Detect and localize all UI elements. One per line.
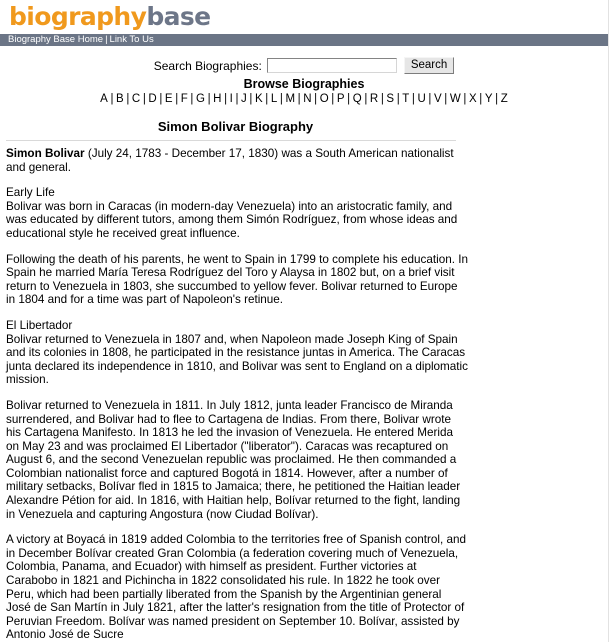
alphabet-separator: | — [314, 93, 318, 105]
search-row — [0, 57, 608, 74]
search-input[interactable] — [267, 58, 397, 73]
subject-name: Simon Bolivar — [6, 147, 85, 160]
alphabet-separator: | — [297, 93, 301, 105]
article-paragraph: Following the death of his parents, he went to Spain in 1799 to complete his education. In Spain he married María Teresa Rodríguez del Toro y Alaysa in 1802 but, on a brief visit return to Venezuela in 1803, she succumbed to yellow fever. Bolivar returned to Europe in 1804 and for a time was part of Napoleon's retinue. — [6, 252, 468, 307]
article-paragraph: A victory at Boyacá in 1819 added Colombia to the territories free of Spanish control, and in December Bolívar created Gran Colombia (a federation covering much of Venezuela, Colombia, Panama, and Ecuador) with himself as president. Further victories at Carabobo in 1821 and Pichincha in 1822 consolidated his rule. In 1822 he took over Peru, which had been partially liberated from the Spanish by the Argentinian general José de San Martín in July 1821, after the latter's resignation from the title of Protector of Peruvian Freedom. Bolívar was named president on September 10. Bolívar, assisted by Antonio José de Sucre — [6, 533, 466, 642]
alphabet-link-r[interactable]: R — [369, 93, 379, 105]
alphabet-separator: | — [396, 93, 400, 105]
alphabet-separator: | — [495, 93, 499, 105]
nav-links — [8, 34, 154, 46]
alphabet-link-u[interactable]: U — [417, 93, 426, 105]
nav-separator: | — [105, 34, 108, 45]
alphabet-separator: | — [364, 93, 368, 105]
section-body: Bolivar was born in Caracas (in modern-day Venezuela) into an aristocratic family, and was educated by different tutors, among them Simón Rodríguez, from whose ideas and educational style he received great influence. — [6, 199, 458, 240]
logo-text-secondary: base — [146, 2, 211, 31]
alphabet-separator: | — [207, 93, 211, 105]
alphabet-link-w[interactable]: W — [449, 93, 461, 105]
alphabet-link-f[interactable]: F — [180, 93, 188, 105]
alphabet-link-b[interactable]: B — [116, 93, 124, 105]
masthead — [0, 0, 608, 33]
search-button[interactable]: Search — [404, 57, 454, 74]
alphabet-separator: | — [479, 93, 483, 105]
alphabet-link-v[interactable]: V — [434, 93, 442, 105]
alphabet-link-d[interactable]: D — [148, 93, 157, 105]
alphabet-link-h[interactable]: H — [213, 93, 222, 105]
alphabet-separator: | — [190, 93, 194, 105]
alphabet-link-p[interactable]: P — [336, 93, 345, 105]
alphabet-separator: | — [175, 93, 179, 105]
alphabet-link-t[interactable]: T — [402, 93, 410, 105]
alphabet-separator: | — [411, 93, 415, 105]
alphabet-link-k[interactable]: K — [255, 93, 263, 105]
article — [0, 119, 608, 642]
alphabet-link-o[interactable]: O — [319, 93, 329, 105]
alphabet-link-e[interactable]: E — [164, 93, 173, 105]
alphabet-separator: | — [235, 93, 239, 105]
article-paragraph: Bolivar returned to Venezuela in 1811. In July 1812, junta leader Francisco de Miranda surrendered, and Bolivar had to flee to Cartagena de Indias. From there, Bolivar wrote his Cartagena Manifesto. In 1813 he led the invasion of Venezuela. He entered Merida on May 23 and was proclaimed El Libertador ("liberator"). Caracas was recaptured on August 6, and the second Venezuelan republic was proclaimed. He then commanded a Colombian nationalist force and captured Bogotá in 1814. However, after a number of military setbacks, Bolívar fled in 1815 to Jamaica; there, he petitioned the Haitian leader Alexandre Pétion for aid. In 1816, with Haitian help, Bolívar returned to the fight, landing in Venezuela and capturing Angostura (now Ciudad Bolívar). — [6, 398, 461, 521]
alphabet-separator: | — [347, 93, 351, 105]
alphabet-separator: | — [159, 93, 163, 105]
nav-link-home[interactable]: Biography Base Home — [8, 34, 104, 45]
alphabet-separator: | — [279, 93, 283, 105]
section-early-life — [6, 174, 600, 240]
section-el-libertador — [6, 307, 600, 387]
alphabet-separator: | — [331, 93, 335, 105]
page-title: Simon Bolivar Biography — [157, 119, 314, 134]
section-body: Bolivar returned to Venezuela in 1807 and, when Napoleon made Joseph King of Spain and its colonies in 1808, he participated in the resistance juntas in America. The Caracas junta declared its independence in 1810, and Bolivar was sent to England on a diplomatic mission. — [6, 332, 468, 387]
nav-link-link-to-us[interactable]: Link To Us — [109, 34, 154, 45]
alphabet-link-i[interactable]: I — [229, 93, 233, 105]
alphabet-link-j[interactable]: J — [241, 93, 247, 105]
subject-lifespan-text: (July 24, 1783 - December 17, 1830) was a South American nationalist and general. — [6, 147, 454, 174]
site-logo[interactable] — [9, 3, 608, 31]
top-navigation-bar — [0, 33, 608, 47]
alphabet-separator: | — [126, 93, 130, 105]
alphabet-link-n[interactable]: N — [303, 93, 312, 105]
alphabet-link-q[interactable]: Q — [352, 93, 362, 105]
alphabet-separator: | — [265, 93, 269, 105]
alphabet-separator: | — [444, 93, 448, 105]
alphabet-separator: | — [110, 93, 114, 105]
alphabet-link-l[interactable]: L — [270, 93, 278, 105]
search-label: Search Biographies: — [153, 58, 262, 73]
alphabet-link-y[interactable]: Y — [484, 93, 493, 105]
alphabet-separator: | — [463, 93, 467, 105]
alphabet-link-m[interactable]: M — [285, 93, 296, 105]
section-heading: Early Life — [6, 186, 55, 200]
alphabet-separator: | — [224, 93, 228, 105]
alphabet-separator: | — [428, 93, 432, 105]
alphabet-index — [0, 93, 608, 105]
alphabet-separator: | — [380, 93, 384, 105]
article-lead-paragraph — [6, 141, 468, 174]
alphabet-link-x[interactable]: X — [468, 93, 477, 105]
section-heading: El Libertador — [6, 318, 73, 332]
browse-biographies-heading: Browse Biographies — [243, 77, 365, 91]
alphabet-separator: | — [249, 93, 253, 105]
alphabet-link-s[interactable]: S — [386, 93, 395, 105]
alphabet-link-a[interactable]: A — [100, 93, 108, 105]
alphabet-separator: | — [142, 93, 146, 105]
alphabet-link-z[interactable]: Z — [500, 93, 508, 105]
alphabet-link-g[interactable]: G — [196, 93, 206, 105]
alphabet-link-c[interactable]: C — [131, 93, 141, 105]
logo-text-primary: biography — [9, 2, 147, 31]
search-and-browse-block — [0, 47, 608, 105]
